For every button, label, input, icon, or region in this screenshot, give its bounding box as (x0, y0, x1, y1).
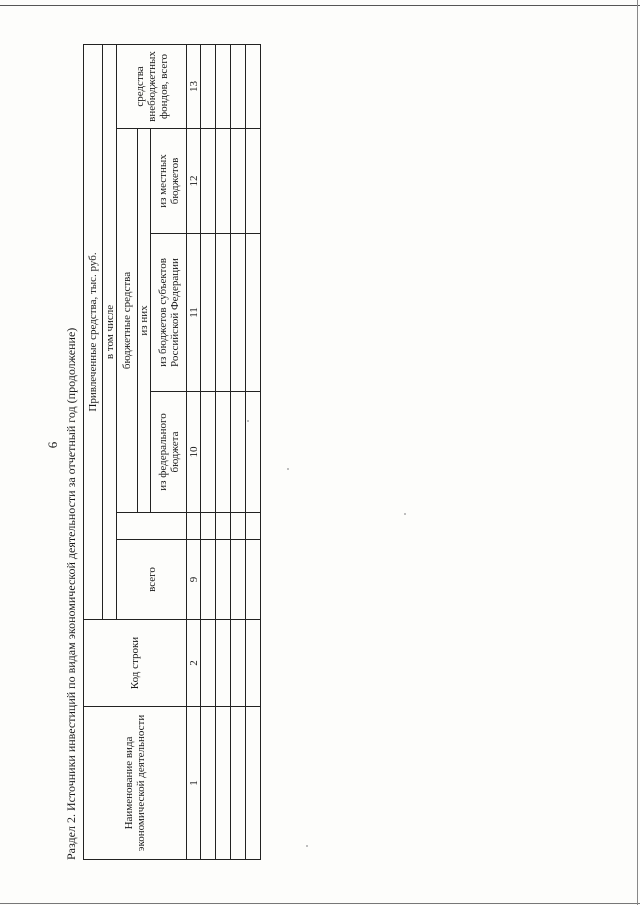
header-federal-budget: из федерального бюджета (151, 392, 187, 513)
section-title: Раздел 2. Источники инвестиций по видам экономической деятельности за отчетный год (продолжение) (64, 327, 78, 860)
table-cell (246, 707, 261, 860)
table-cell (216, 620, 231, 707)
table-cell (201, 392, 216, 513)
header-regional-budgets: из бюджетов субъектов Российской Федерации (151, 234, 187, 392)
column-number: 1 (187, 707, 201, 860)
page-number: 6 (45, 441, 60, 449)
table-cell (216, 44, 231, 128)
column-number: 9 (187, 540, 201, 620)
table-row (216, 44, 231, 859)
table-cell (216, 513, 231, 540)
blank-rows (201, 44, 261, 859)
scan-right-edge (637, 0, 638, 905)
rotated-page-content (45, 40, 260, 865)
header-budget-funds: бюджетные средства (117, 129, 138, 513)
header-attracted-funds: Привлеченные средства, тыс. руб. (84, 44, 103, 619)
scan-speck (404, 513, 406, 515)
table-cell (231, 540, 246, 620)
table-cell (201, 234, 216, 392)
table-cell (216, 540, 231, 620)
header-local-budgets: из местных бюджетов (151, 129, 187, 234)
table-cell (201, 620, 216, 707)
table-cell (216, 234, 231, 392)
table-cell (246, 620, 261, 707)
column-number: 10 (187, 392, 201, 513)
table-cell (231, 392, 246, 513)
table-cell (231, 44, 246, 128)
column-number: 11 (187, 234, 201, 392)
table-cell (201, 44, 216, 128)
table-cell (246, 44, 261, 128)
header-budget-total: всего (117, 540, 187, 620)
header-in-total: в том числе (103, 44, 117, 619)
column-number: 12 (187, 129, 201, 234)
header-of-them: из них (138, 129, 151, 513)
table-cell (246, 234, 261, 392)
table-cell (216, 392, 231, 513)
table-cell (231, 620, 246, 707)
column-number: 13 (187, 44, 201, 128)
table-cell (231, 513, 246, 540)
header-row-code: Код строки (84, 620, 187, 707)
table-cell (231, 234, 246, 392)
scan-speck (287, 468, 289, 470)
scan-top-edge (0, 5, 640, 6)
column-number: 2 (187, 620, 201, 707)
table-row (246, 44, 261, 859)
header-spacer-cell (117, 513, 187, 540)
scan-bottom-edge (0, 903, 640, 904)
table-cell (201, 540, 216, 620)
table-cell (246, 540, 261, 620)
table-row (231, 44, 246, 859)
table-cell (231, 707, 246, 860)
scan-speck (306, 845, 308, 847)
table-cell (246, 513, 261, 540)
table-cell (201, 707, 216, 860)
table-cell (246, 129, 261, 234)
sources-table (83, 44, 261, 860)
header-extrabudgetary-funds: средства внебюджетных фондов, всего (117, 44, 187, 128)
table-cell (216, 129, 231, 234)
table-row (201, 44, 216, 859)
header-activity-name: Наименование вида экономической деятельности (84, 707, 187, 860)
table-cell (201, 129, 216, 234)
table-cell (246, 392, 261, 513)
table-cell (231, 129, 246, 234)
table-cell (201, 513, 216, 540)
table-cell (216, 707, 231, 860)
column-number-spacer (187, 513, 201, 540)
